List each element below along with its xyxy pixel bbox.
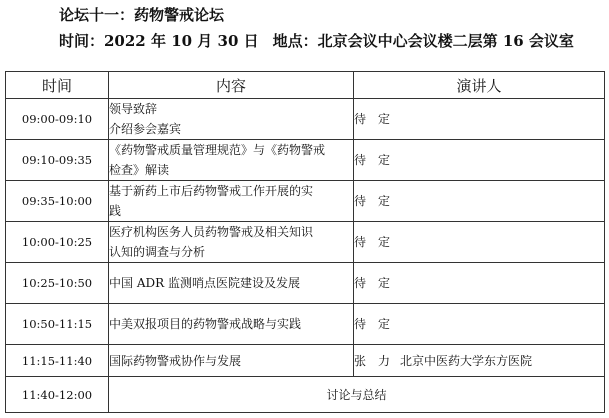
content-line: 中美双报项目的药物警戒战略与实践 bbox=[109, 317, 302, 331]
page-title: 论坛十一：药物警戒论坛 bbox=[59, 6, 225, 24]
row-content bbox=[109, 140, 354, 181]
content-line: 《药物警戒质量管理规范》与《药物警戒 bbox=[109, 143, 326, 157]
row-content bbox=[109, 345, 354, 377]
row-content: 讨论与总结 bbox=[109, 377, 605, 413]
header-row bbox=[6, 72, 605, 99]
content-line: 基于新药上市后药物警戒工作开展的实 bbox=[109, 184, 314, 198]
table-row bbox=[6, 345, 605, 377]
table-row bbox=[6, 99, 605, 140]
content-line: 国际药物警戒协作与发展 bbox=[109, 353, 242, 368]
content-line: 践 bbox=[109, 204, 122, 218]
row-time: 11:40-12:00 bbox=[6, 377, 109, 413]
content-line: 领导致辞 bbox=[109, 102, 158, 116]
row-content bbox=[109, 304, 354, 345]
row-speaker bbox=[354, 345, 605, 377]
row-speaker: 待 定 bbox=[354, 222, 605, 263]
row-speaker: 待 定 bbox=[354, 99, 605, 140]
row-content bbox=[109, 222, 354, 263]
row-time: 09:10-09:35 bbox=[6, 140, 109, 181]
header-speaker: 演讲人 bbox=[354, 72, 605, 99]
row-time: 10:00-10:25 bbox=[6, 222, 109, 263]
row-speaker: 待 定 bbox=[354, 304, 605, 345]
row-content bbox=[109, 181, 354, 222]
schedule-table bbox=[5, 71, 605, 413]
speaker-affiliation: 北京中医药大学东方医院 bbox=[400, 353, 533, 368]
row-time: 09:00-09:10 bbox=[6, 99, 109, 140]
header-time: 时间 bbox=[6, 72, 109, 99]
session-info bbox=[59, 30, 574, 51]
row-time: 10:50-11:15 bbox=[6, 304, 109, 345]
table-row bbox=[6, 181, 605, 222]
row-time: 09:35-10:00 bbox=[6, 181, 109, 222]
row-content bbox=[109, 99, 354, 140]
row-time: 10:25-10:50 bbox=[6, 263, 109, 304]
table-row bbox=[6, 304, 605, 345]
content-line: 认知的调查与分析 bbox=[109, 245, 206, 259]
header-content: 内容 bbox=[109, 72, 354, 99]
table-row bbox=[6, 140, 605, 181]
speaker-name: 张 力 bbox=[354, 353, 391, 368]
row-speaker: 待 定 bbox=[354, 140, 605, 181]
content-line: 中国 ADR 监测哨点医院建设及发展 bbox=[109, 276, 300, 290]
table-row bbox=[6, 222, 605, 263]
content-line: 介绍参会嘉宾 bbox=[109, 122, 182, 136]
row-speaker: 待 定 bbox=[354, 181, 605, 222]
row-speaker: 待 定 bbox=[354, 263, 605, 304]
content-line: 医疗机构医务人员药物警戒及相关知识 bbox=[109, 225, 314, 239]
content-line: 检查》解读 bbox=[109, 163, 170, 177]
session-venue: 地点：北京会议中心会议楼二层第 16 会议室 bbox=[272, 32, 574, 50]
session-time: 时间：2022 年 10 月 30 日 bbox=[59, 32, 259, 50]
table-row bbox=[6, 263, 605, 304]
row-content bbox=[109, 263, 354, 304]
table-row-final bbox=[6, 377, 605, 413]
row-time: 11:15-11:40 bbox=[6, 345, 109, 377]
